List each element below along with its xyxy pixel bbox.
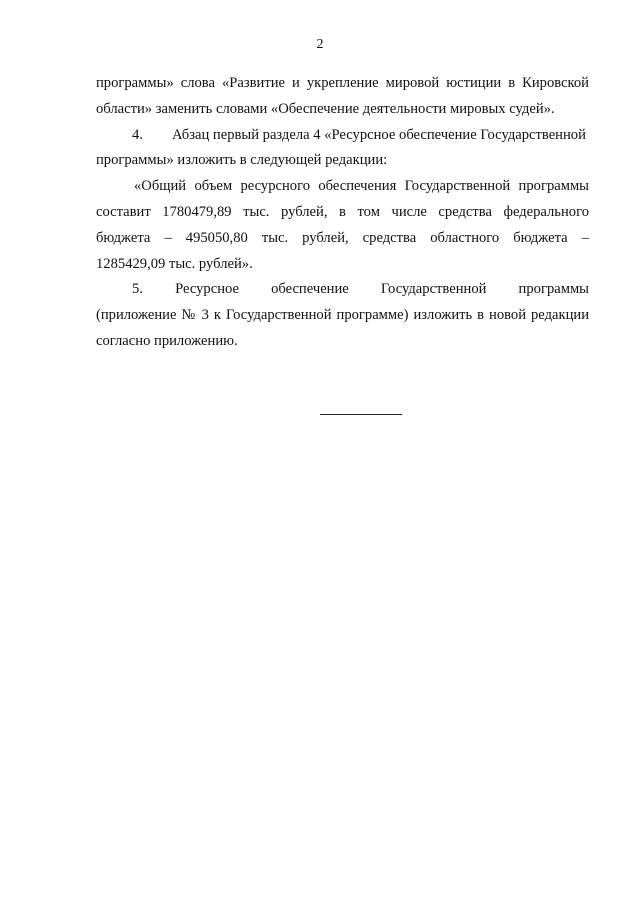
paragraph-3-continuation-line-1: программы» слова «Развитие и укрепление мировой юстиции в Кировской xyxy=(96,75,589,91)
paragraph-5-line-1 xyxy=(96,277,589,303)
paragraph-5-line-3: согласно приложению. xyxy=(96,332,238,349)
quote-line-2: составит 1780479,89 тыс. рублей, в том числе средства федерального xyxy=(96,203,589,220)
paragraph-4-line-1 xyxy=(96,123,589,149)
quote-line-3: бюджета – 495050,80 тыс. рублей, средства областного бюджета – xyxy=(96,229,589,246)
page-number: 2 xyxy=(316,37,324,52)
paragraph-5-line-1-text: Ресурсное обеспечение Государственной программы xyxy=(175,281,589,298)
end-separator-line xyxy=(320,414,402,415)
paragraph-5-line-2: (приложение № 3 к Государственной программе) изложить в новой редакции xyxy=(96,307,589,324)
document-body xyxy=(96,71,589,355)
paragraph-4-line-2: программы» изложить в следующей редакции: xyxy=(96,152,388,169)
paragraph-4-number: 4. xyxy=(132,126,143,143)
quote-line-4: 1285429,09 тыс. рублей». xyxy=(96,255,253,272)
paragraph-3-continuation-line-2: области» заменить словами «Обеспечение деятельности мировых судей». xyxy=(96,100,555,117)
paragraph-5-number: 5. xyxy=(132,281,143,298)
quote-line-1: «Общий объем ресурсного обеспечения Государственной программы xyxy=(134,178,589,195)
paragraph-4-line-1-text: Абзац первый раздела 4 «Ресурсное обеспечение Государственной xyxy=(172,126,586,143)
